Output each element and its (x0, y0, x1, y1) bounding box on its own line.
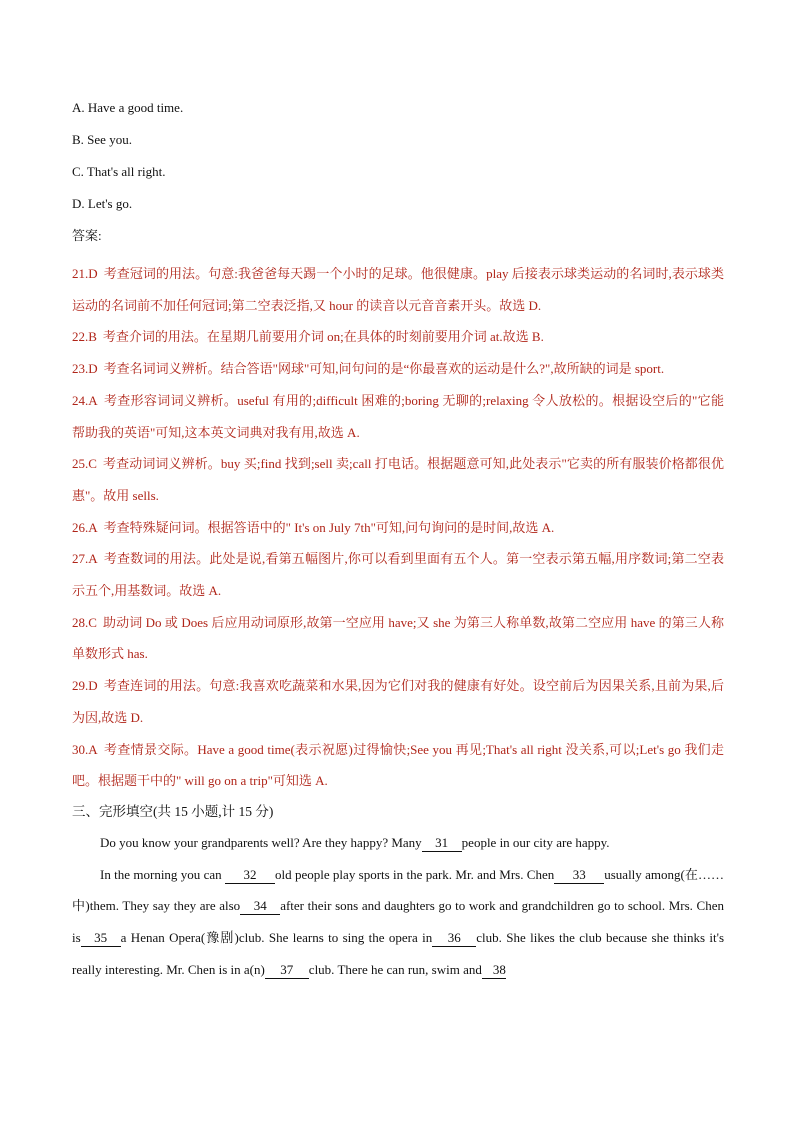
blank-31: 31 (422, 835, 462, 852)
answer-24 (72, 385, 724, 448)
answer-text: 考查情景交际。Have a good time(表示祝愿)过得愉快;See you 再见;That's all right 没关系,可以;Let's go 我们走吧。根据题干中的" will go on a trip"可知选 A. (72, 741, 724, 789)
section-title: 三、完形填空(共 15 小题,计 15 分) (72, 803, 274, 819)
blank-32: 32 (225, 867, 275, 884)
answer-26 (72, 512, 724, 544)
option-b: B. See you. (72, 132, 132, 147)
answer-27 (72, 543, 724, 606)
answer-number: 26.A (72, 519, 98, 535)
passage-text: after their sons and daughters go to work and grandchildren go to school. Mrs. Chen is (72, 898, 724, 946)
answer-number: 21.D (72, 266, 98, 281)
answer-25 (72, 448, 724, 511)
passage-text: usually among(在……中)them. They say they are also (72, 866, 725, 914)
passage-text: people in our city are happy. (461, 834, 610, 850)
passage-text: old people play sports in the park. Mr. and Mrs. Chen (275, 866, 555, 882)
answer-text: 助动词 Do 或 Does 后应用动词原形,故第一空应用 have;又 she 为第三人称单数,故第二空应用 have 的第三人称单数形式 has. (72, 614, 724, 662)
passage-paragraph-2 (72, 859, 724, 986)
answer-text: 考查形容词词义辨析。useful 有用的;difficult 困难的;boring 无聊的;relaxing 令人放松的。根据设空后的"它能帮助我的英语"可知,这本英文词典对我有用,故选 A. (72, 392, 724, 440)
answer-text: 考查特殊疑问词。根据答语中的" It's on July 7th"可知,问句询问的是时间,故选 A. (103, 519, 555, 535)
answer-number: 28.C (72, 614, 97, 630)
passage-paragraph-1 (72, 827, 724, 859)
answer-number: 29.D (72, 678, 98, 694)
answer-text: 考查动词词义辨析。buy 买;find 找到;sell 卖;call 打电话。根据题意可知,此处表示"它卖的所有服装价格都很优惠"。故用 sells. (72, 456, 724, 503)
answer-21 (72, 258, 724, 321)
answer-text: 考查介词的用法。在星期几前要用介词 on;在具体的时刻前要用介词 at.故选 B. (102, 329, 544, 345)
answer-30 (72, 734, 724, 797)
answer-number: 23.D (72, 361, 98, 377)
answer-number: 30.A (72, 741, 98, 757)
answers-header: 答案: (72, 228, 102, 243)
answer-text: 考查数词的用法。此处是说,看第五幅图片,你可以看到里面有五个人。第一空表示第五幅,用序数词;第二空表示五个,用基数词。故选 A. (72, 551, 724, 599)
blank-36: 36 (432, 930, 476, 947)
answer-number: 24.A (72, 392, 98, 408)
option-c: C. That's all right. (72, 164, 166, 179)
answer-text: 考查连词的用法。句意:我喜欢吃蔬菜和水果,因为它们对我的健康有好处。设空前后为因果关系,且前为果,后为因,故选 D. (72, 678, 724, 725)
passage-text: In the morning you can (100, 866, 222, 882)
answer-28 (72, 607, 724, 670)
answers-list (72, 258, 724, 797)
answer-number: 22.B (72, 329, 97, 345)
blank-33: 33 (554, 867, 604, 884)
answer-number: 25.C (72, 456, 97, 472)
passage-text: a Henan Opera(豫剧)club. She learns to sing the opera in (120, 930, 433, 946)
answer-29 (72, 670, 724, 733)
option-a: A. Have a good time. (72, 100, 184, 115)
blank-34: 34 (240, 898, 280, 915)
answer-22 (72, 321, 724, 353)
answer-number: 27.A (72, 551, 98, 567)
blank-35: 35 (81, 930, 121, 947)
passage-text: club. There he can run, swim and (308, 961, 482, 977)
answer-text: 考查名词词义辨析。结合答语"网球"可知,问句问的是“你最喜欢的运动是什么?",故所缺的词是 sport. (103, 361, 665, 377)
blank-38: 38 (482, 962, 506, 979)
passage-text: Do you know your grandparents well? Are they happy? Many (100, 834, 422, 850)
option-d: D. Let's go. (72, 196, 133, 211)
blank-37: 37 (265, 962, 309, 979)
passage-text: club. She likes the club because she thinks it's really interesting. Mr. Chen is in a(n) (72, 930, 724, 977)
answer-text: 考查冠词的用法。句意:我爸爸每天踢一个小时的足球。他很健康。play 后接表示球类运动的名词时,表示球类运动的名词前不加任何冠词;第二空表泛指,又 hour 的读音以元音音素开头。故选 D. (72, 266, 724, 313)
options-list (72, 98, 724, 226)
document-page (72, 98, 724, 985)
cloze-passage (72, 827, 724, 986)
answer-23 (72, 353, 724, 385)
